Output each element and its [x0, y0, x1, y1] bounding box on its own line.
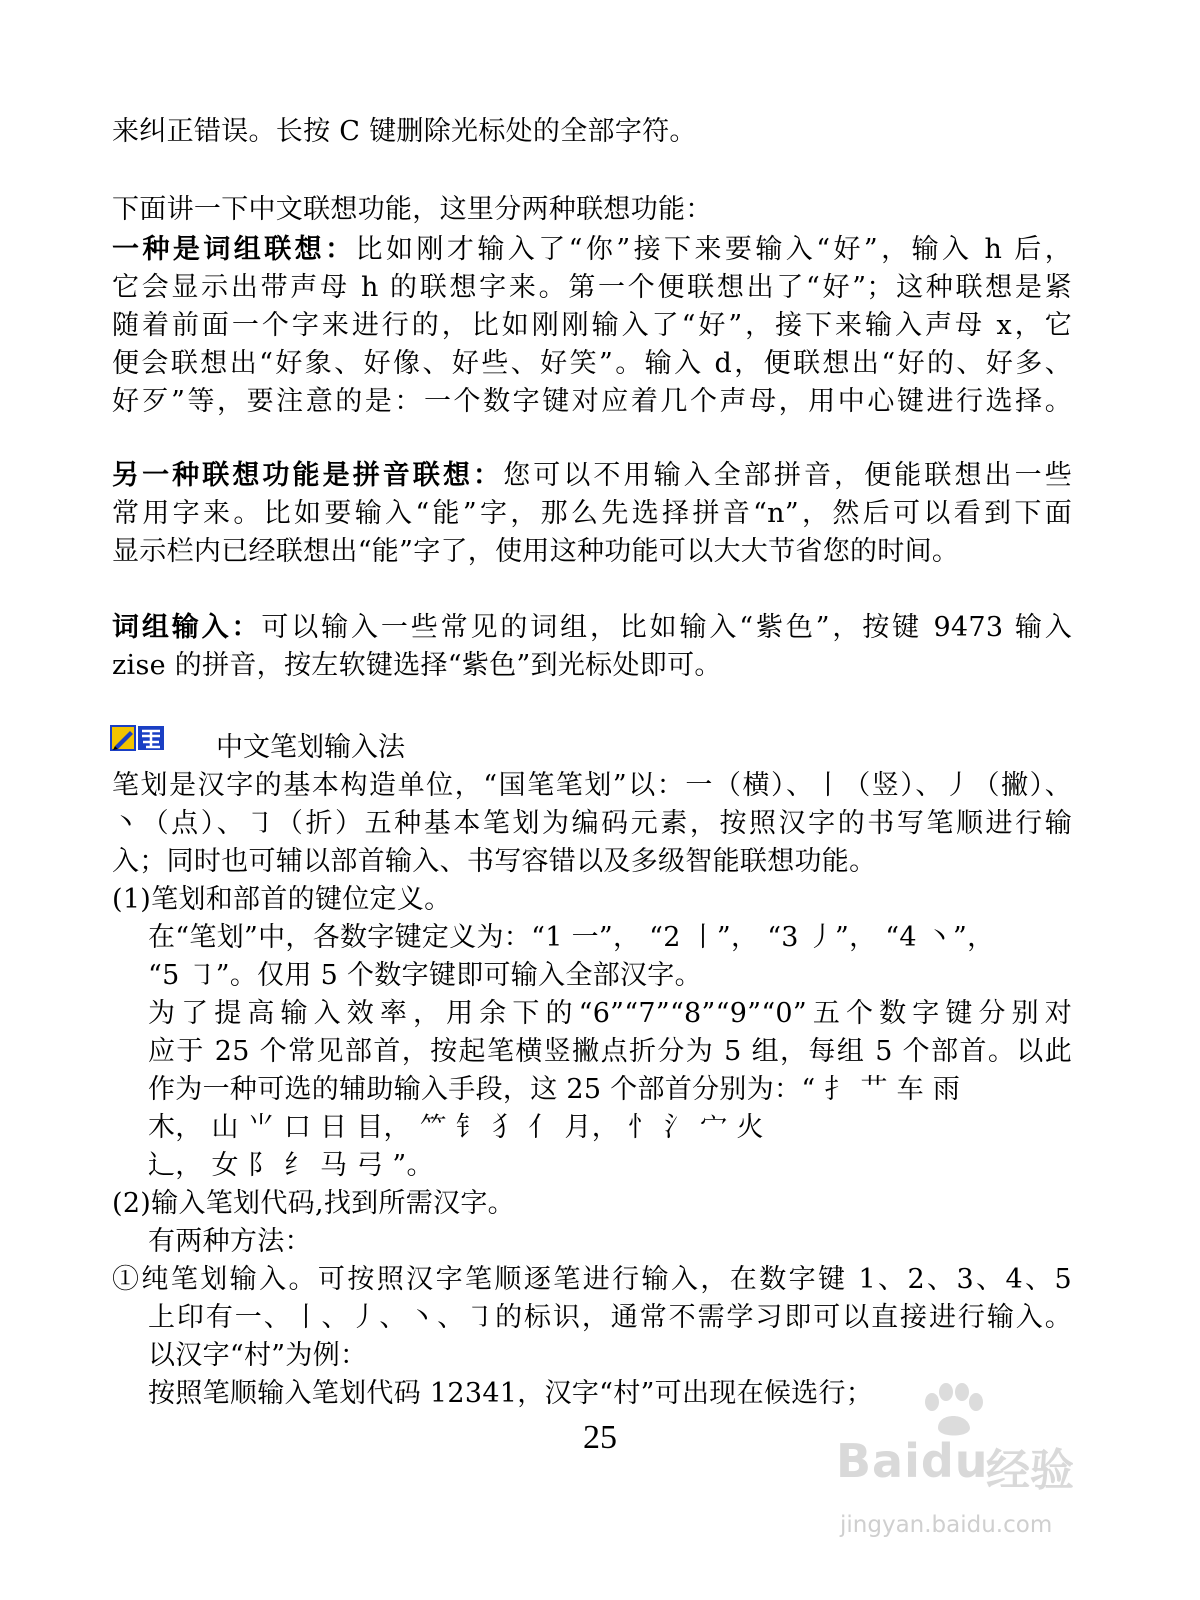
text-line — [112, 610, 1072, 646]
watermark-brand-part: Bai — [836, 1434, 921, 1488]
text-line: (1)笔划和部首的键位定义。 — [112, 884, 452, 915]
text-line — [112, 458, 1072, 494]
watermark-url: jingyan.baidu.com — [840, 1512, 1053, 1538]
text-line: 以汉字“村”为例： — [148, 1340, 368, 1371]
text-line: 入；同时也可辅以部首输入、书写容错以及多级智能联想功能。 — [112, 846, 877, 877]
watermark-brand — [836, 1434, 989, 1488]
text-line: 它会显示出带声母 h 的联想字来。第一个便联想出了“好”；这种联想是紧 — [112, 272, 1072, 303]
text-line: 辶， 女 阝 纟 马 弓 ”。 — [148, 1150, 434, 1181]
paw-icon — [918, 1382, 988, 1438]
text-line: 下面讲一下中文联想功能，这里分两种联想功能： — [112, 194, 713, 225]
text-line: 作为一种可选的辅助输入手段，这 25 个部首分别为：“ 扌 艹 车 雨 — [148, 1074, 961, 1105]
bold-heading: 另一种联想功能是拼音联想： — [112, 460, 504, 491]
text-run: 您可以不用输入全部拼音，便能联想出一些 — [503, 460, 1073, 491]
text-run: 比如刚才输入了“你”接下来要输入“好”，输入 h 后， — [355, 234, 1072, 265]
text-line — [112, 232, 1072, 268]
text-line: ①纯笔划输入。可按照汉字笔顺逐笔进行输入，在数字键 1、2、3、4、5 — [112, 1264, 1072, 1295]
text-run: 可以输入一些常见的词组，比如输入“紫色”，按键 9473 输入 — [261, 612, 1072, 643]
text-line: zise 的拼音，按左软键选择“紫色”到光标处即可。 — [112, 650, 722, 681]
text-line: 在“笔划”中，各数字键定义为：“1 一”， “2 丨”， “3 丿”， “4 丶”， — [148, 922, 995, 953]
text-line: 丶（点）、㇆（折）五种基本笔划为编码元素，按照汉字的书写笔顺进行输 — [112, 808, 1072, 839]
text-line: 显示栏内已经联想出“能”字了，使用这种功能可以大大节省您的时间。 — [112, 536, 960, 567]
text-line: 笔划是汉字的基本构造单位，“国笔笔划”以：一（横）、丨（竖）、丿（撇）、 — [112, 770, 1072, 801]
text-line: (2)输入笔划代码,找到所需汉字。 — [112, 1188, 515, 1219]
text-line: 按照笔顺输入笔划代码 12341，汉字“村”可出现在候选行； — [148, 1378, 874, 1409]
bold-heading: 词组输入： — [112, 612, 262, 643]
text-line: 应于 25 个常见部首，按起笔横竖撇点折分为 5 组，每组 5 个部首。以此 — [148, 1036, 1072, 1067]
text-line: 随着前面一个字来进行的，比如刚刚输入了“好”，接下来输入声母 x，它 — [112, 310, 1072, 341]
text-line: 上印有一、丨、丿、丶、㇆的标识，通常不需学习即可以直接进行输入。 — [148, 1302, 1072, 1333]
pen-stroke-icon — [110, 724, 166, 752]
bold-heading: 一种是词组联想： — [112, 234, 356, 265]
text-line: “5 ㇆”。仅用 5 个数字键即可输入全部汉字。 — [148, 960, 702, 991]
watermark-brand-cn: 经验 — [986, 1445, 1074, 1496]
text-line: 便会联想出“好象、好像、好些、好笑”。输入 d，便联想出“好的、好多、 — [112, 348, 1072, 379]
page-number: 25 — [583, 1419, 617, 1456]
watermark-brand-part: du — [920, 1434, 989, 1488]
text-line: 木， 山 ⺌ 口 日 目， ⺮ 钅 犭 亻 月， 忄 氵 宀 火 — [148, 1112, 764, 1143]
text-line: 有两种方法： — [148, 1226, 312, 1257]
baidu-watermark — [836, 1382, 1136, 1582]
text-line: 来纠正错误。长按 C 键删除光标处的全部字符。 — [112, 116, 697, 147]
section-title: 中文笔划输入法 — [216, 732, 405, 763]
text-line: 好歹”等，要注意的是：一个数字键对应着几个声母，用中心键进行选择。 — [112, 386, 1072, 417]
text-line: 常用字来。比如要输入“能”字，那么先选择拼音“n”，然后可以看到下面 — [112, 498, 1072, 529]
text-line: 为了提高输入效率，用余下的“6”“7”“8”“9”“0”五个数字键分别对 — [148, 998, 1072, 1029]
